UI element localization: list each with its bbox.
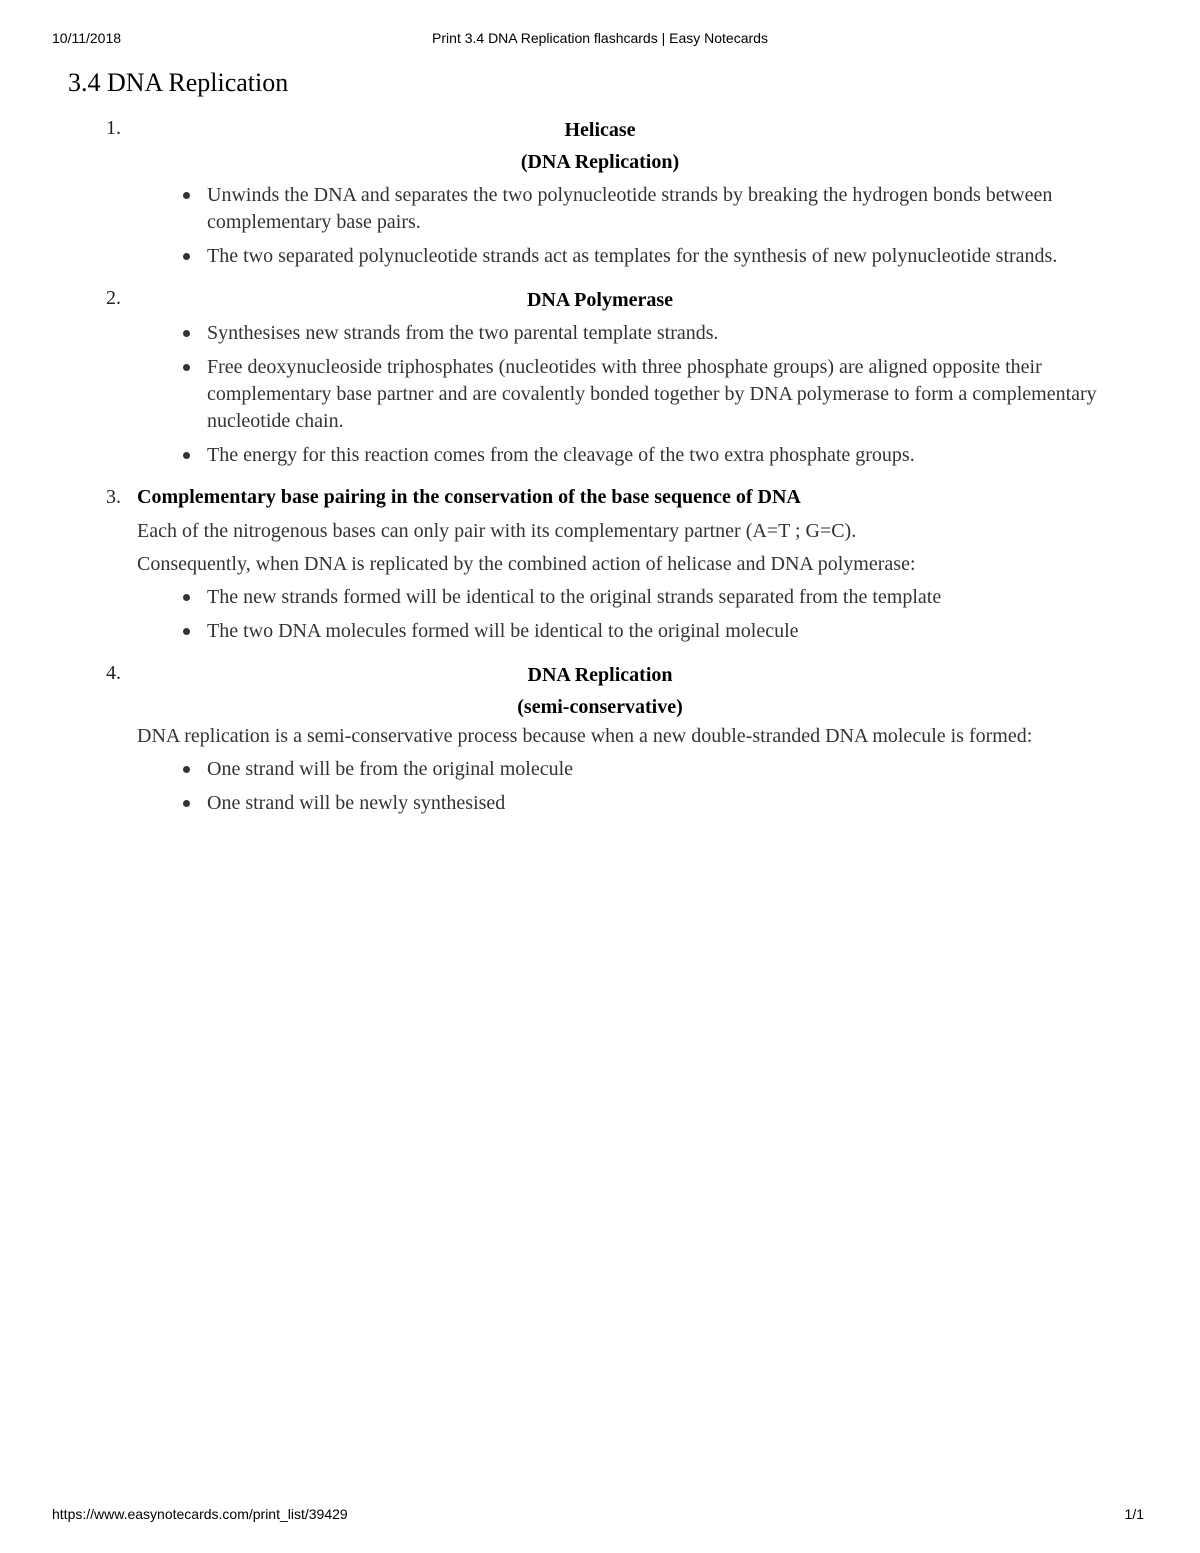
list-item: Unwinds the DNA and separates the two polynucleotide strands by breaking the hydrogen bonds between complementary base pairs. bbox=[207, 182, 1143, 236]
print-page-title: Print 3.4 DNA Replication flashcards | Easy Notecards bbox=[432, 30, 768, 46]
bullet-list bbox=[137, 756, 1143, 817]
card-subtitle: (DNA Replication) bbox=[520, 151, 680, 173]
list-item: Free deoxynucleoside triphosphates (nucleotides with three phosphate groups) are aligned opposite their complementary base partner and are covalently bonded together by DNA polymerase to form a complementary nucleotide chain. bbox=[207, 354, 1143, 435]
card-title: DNA Replication bbox=[527, 664, 673, 686]
bullet-icon bbox=[183, 628, 190, 635]
list-item: One strand will be from the original molecule bbox=[207, 756, 1143, 783]
card-subtitle: (semi-conservative) bbox=[517, 696, 683, 718]
card-paragraph: Consequently, when DNA is replicated by the combined action of helicase and DNA polymerase: bbox=[137, 553, 916, 575]
card-paragraph: Each of the nitrogenous bases can only pair with its complementary partner (A=T ; G=C). bbox=[137, 520, 857, 542]
bullet-icon bbox=[183, 594, 190, 601]
bullet-icon bbox=[183, 800, 190, 807]
bullet-list bbox=[137, 182, 1143, 270]
bullet-icon bbox=[183, 192, 190, 199]
bullet-icon bbox=[183, 452, 190, 459]
bullet-list bbox=[137, 320, 1143, 469]
card-number: 3. bbox=[106, 486, 121, 508]
doc-title: 3.4 DNA Replication bbox=[68, 68, 289, 97]
card-title: Complementary base pairing in the conservation of the base sequence of DNA bbox=[137, 486, 801, 508]
bullet-list bbox=[137, 584, 1143, 645]
flashcard-3 bbox=[68, 483, 1143, 645]
card-number: 4. bbox=[106, 662, 121, 684]
list-item: Synthesises new strands from the two parental template strands. bbox=[207, 320, 1143, 347]
print-date: 10/11/2018 bbox=[52, 30, 122, 46]
list-item: One strand will be newly synthesised bbox=[207, 790, 1143, 817]
list-item: The two DNA molecules formed will be identical to the original molecule bbox=[207, 618, 1143, 645]
bullet-icon bbox=[183, 766, 190, 773]
card-number: 1. bbox=[106, 117, 121, 139]
list-item: The two separated polynucleotide strands act as templates for the synthesis of new polynucleotide strands. bbox=[207, 243, 1143, 270]
card-paragraph: DNA replication is a semi-conservative process because when a new double-stranded DNA molecule is formed: bbox=[137, 725, 1033, 747]
page-number: 1/1 bbox=[1124, 1506, 1144, 1522]
page-url: https://www.easynotecards.com/print_list/39429 bbox=[52, 1506, 348, 1522]
flashcard-4 bbox=[68, 659, 1143, 817]
print-footer bbox=[0, 1506, 1200, 1526]
document-body bbox=[68, 66, 1143, 831]
card-number: 2. bbox=[106, 287, 121, 309]
list-item: The new strands formed will be identical to the original strands separated from the template bbox=[207, 584, 1143, 611]
bullet-icon bbox=[183, 364, 190, 371]
list-item: The energy for this reaction comes from the cleavage of the two extra phosphate groups. bbox=[207, 442, 1143, 469]
print-header bbox=[0, 30, 1200, 50]
bullet-icon bbox=[183, 253, 190, 260]
bullet-icon bbox=[183, 330, 190, 337]
card-title: DNA Polymerase bbox=[526, 289, 674, 311]
flashcard-2 bbox=[68, 284, 1143, 469]
flashcard-1 bbox=[68, 114, 1143, 270]
card-title: Helicase bbox=[564, 119, 636, 141]
